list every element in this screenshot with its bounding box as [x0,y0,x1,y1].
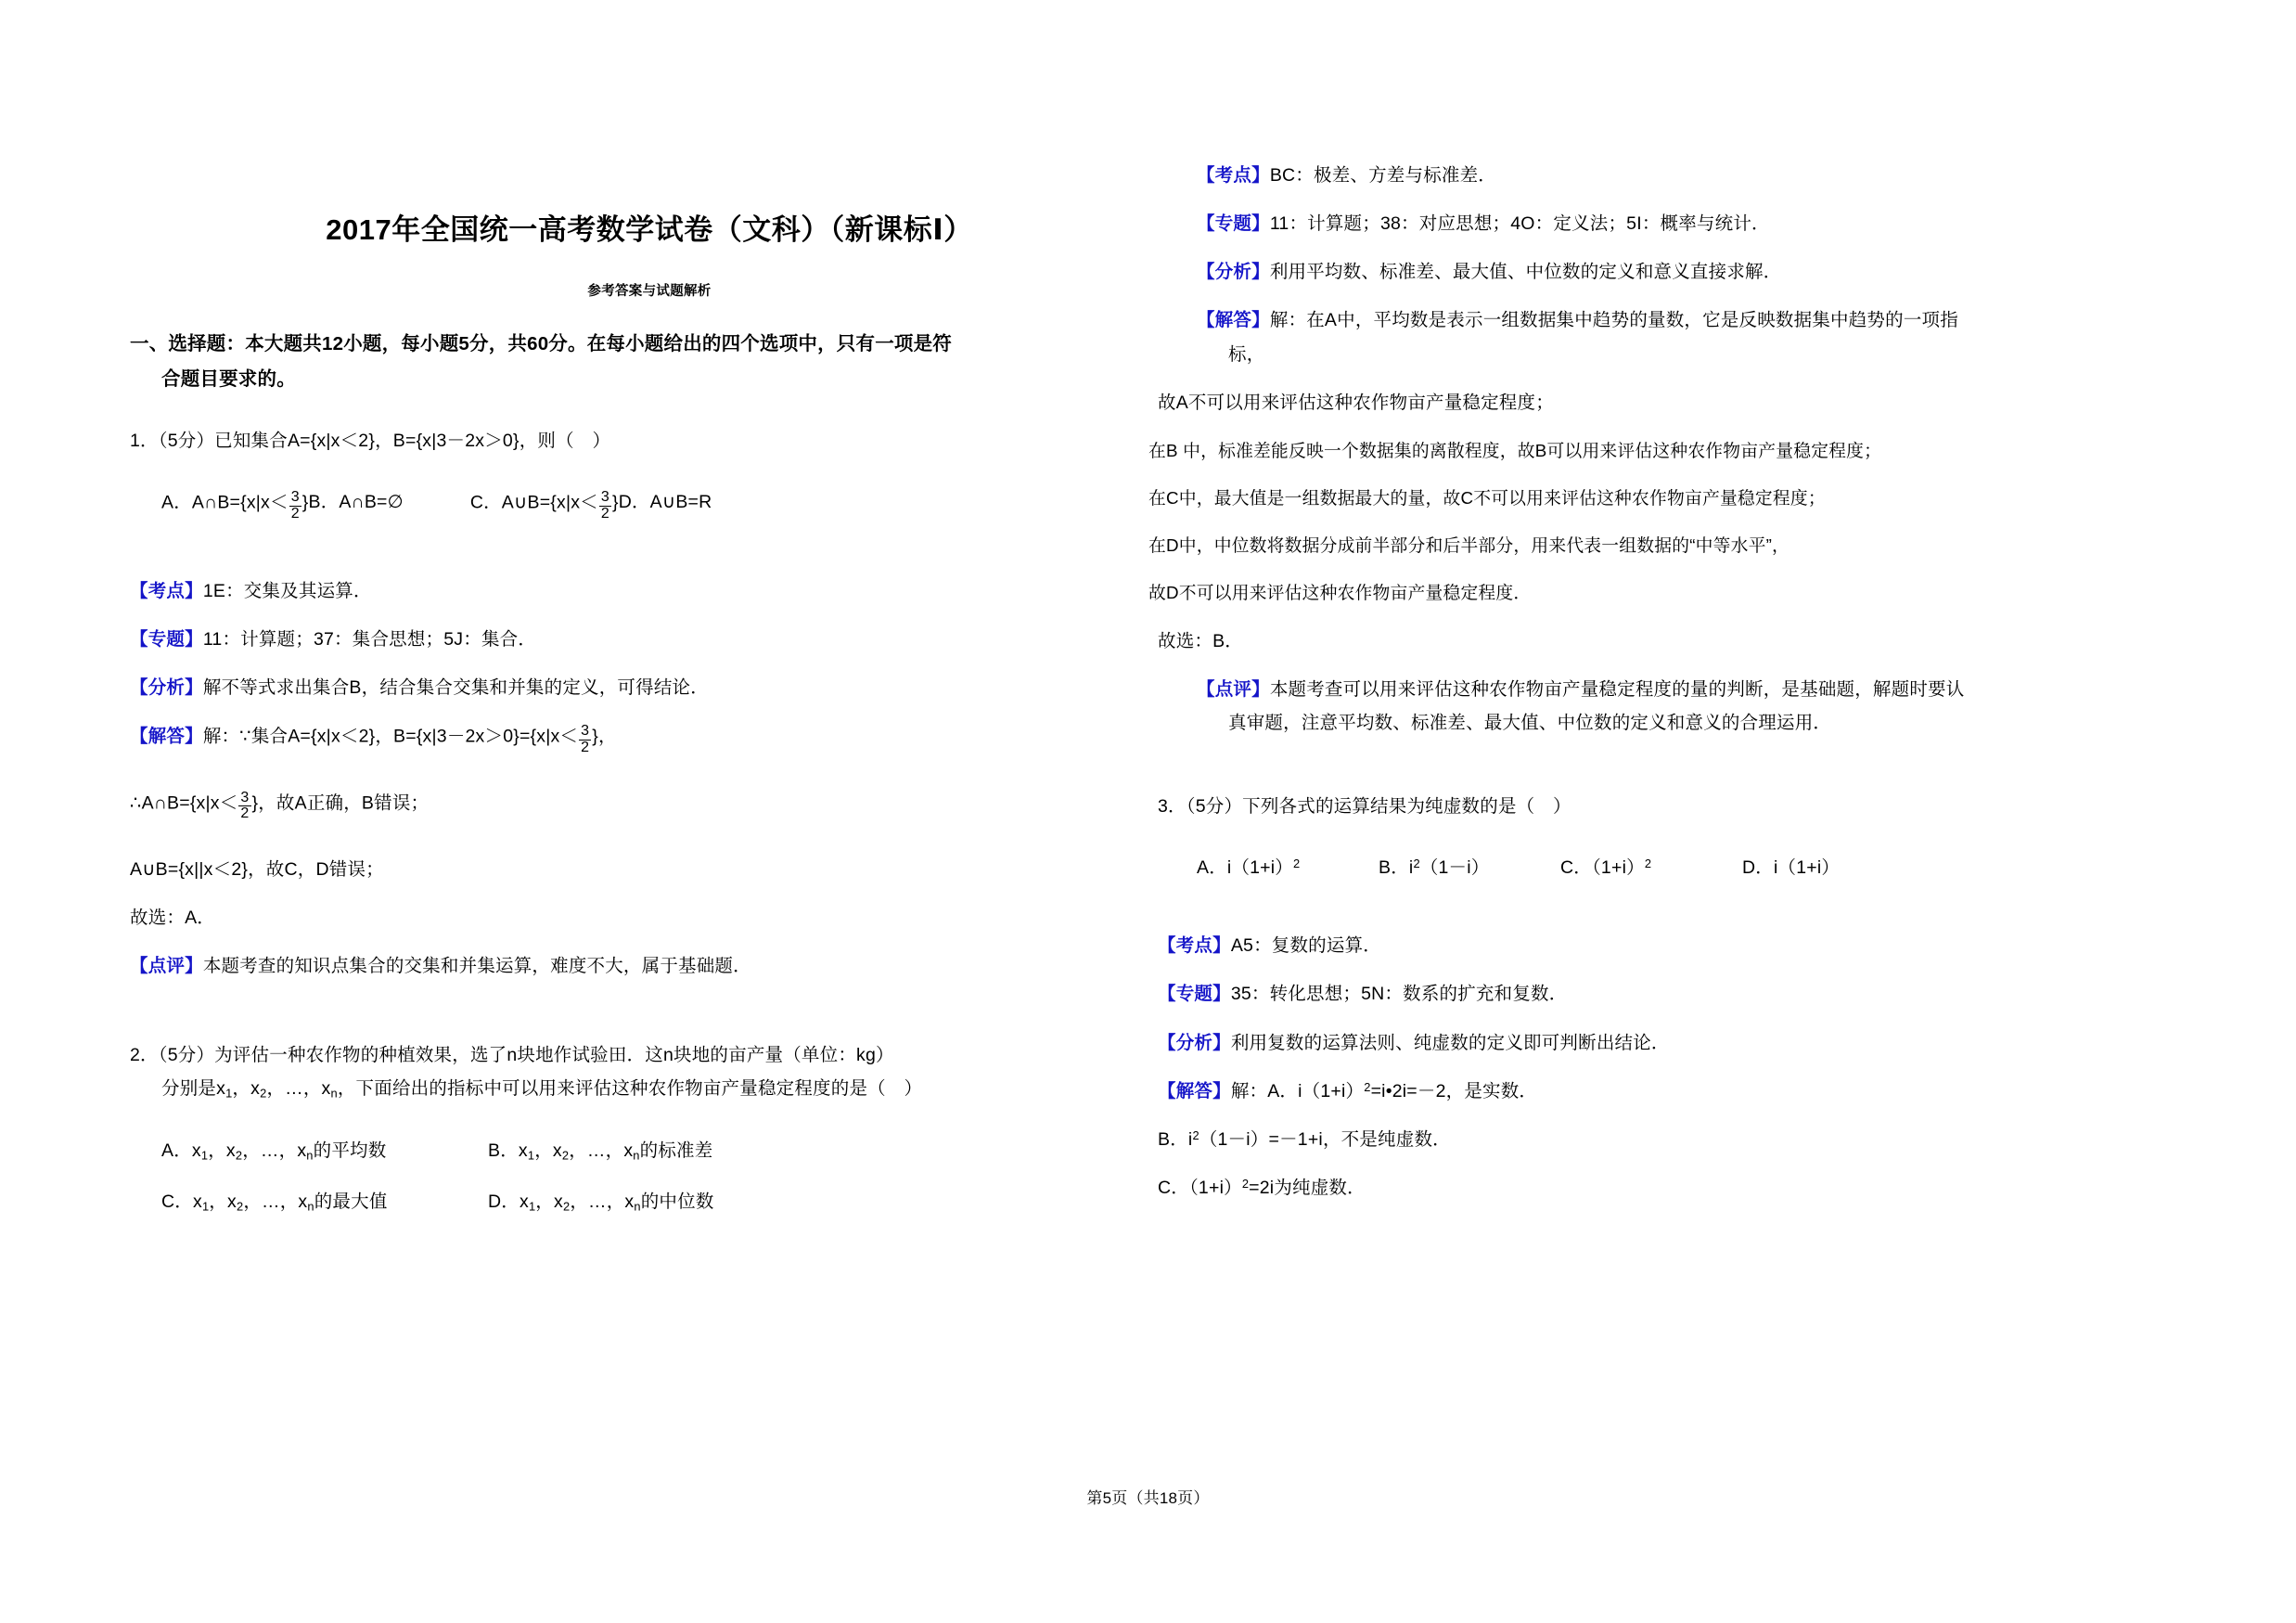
page-subtitle: 参考答案与试题解析 [587,284,712,300]
question-3-kaodian [1158,934,2277,958]
question-1-step-1: ∴A∩B={x|x＜ $\frac{3}{2}$ }，故A正确，B错误； [130,789,430,822]
kaodian-label: 【考点】 [130,580,203,601]
question-2-option-c: C．$x_1$，$x_2$，…，$x_n$的最大值 [161,1191,388,1214]
dianping-label: 【点评】 [1197,678,1270,700]
question-2-stem-line-2: 分别是$x_1$，$x_2$，…，$x_n$，下面给出的指标中可以用来评估这种农作物亩产量稳定程度的是（ ） [161,1078,923,1101]
fenxi-label: 【分析】 [1197,262,1270,283]
question-1-answer: 故选：A． [130,907,216,928]
question-2-fenxi [1197,260,2277,284]
question-3-option-c: C．$(1+i)^2$ [1560,857,1652,879]
kaodian-text: 1E：交集及其运算． [202,580,372,601]
fenxi-label: 【分析】 [130,677,203,699]
question-3-jieda: 【解答】解：A．$i(1+i)^2=i•2i=-2$，是实数． [1158,1079,1538,1101]
question-1-jieda: 【解答】解：∵集合A={x|x＜2}，B={x|3－2x＞0}={x|x＜ $\frac{3}{2}$ }， [130,723,617,755]
fenxi-text: 利用平均数、标准差、最大值、中位数的定义和意义直接求解． [1269,262,1782,283]
question-2-step-3: 在C中，最大值是一组数据最大的量，故C不可以用来评估这种农作物亩产量稳定程度； [1148,487,1826,508]
question-2-answer: 故选：B． [1158,630,1244,651]
jieda-label: 【解答】 [130,726,203,747]
question-3-fenxi [1158,1031,2277,1055]
fenxi-text: 解不等式求出集合B，结合集合交集和并集的定义，可得结论． [202,677,709,699]
question-1-option-a: A．A∩B={x|x＜ $\frac{3}{2}$ } [161,489,309,522]
zhuanti-label: 【专题】 [1197,213,1270,235]
question-1-option-c: C．A∪B={x|x＜ $\frac{3}{2}$ } [469,489,619,522]
fraction-three-halves: $\frac{3}{2}$ [290,489,300,522]
question-3-zhuanti [1158,982,2277,1006]
jieda-label: 【解答】 [1197,310,1270,331]
question-1-fenxi [130,676,1169,700]
jieda-label: 【解答】 [1158,1080,1231,1101]
dianping-text: 本题考查可以用来评估这种农作物亩产量稳定程度的量的判断，是基础题，解题时要认 [1269,678,1965,700]
dianping-text: 本题考查的知识点集合的交集和并集运算，难度不大，属于基础题． [202,955,751,976]
question-2-dianping-line-1 [1197,677,2277,702]
kaodian-label: 【考点】 [1158,935,1231,957]
question-1-dianping [130,954,1169,978]
spacer [130,300,1169,331]
question-2-kaodian [1197,163,2277,187]
question-2-options-row-2 [130,1190,1169,1215]
spacer [1197,0,2277,163]
question-2-option-d: D．$x_1$，$x_2$，…，$x_n$的中位数 [488,1191,714,1214]
question-3-options [1197,856,2277,880]
section-heading-line-2: 合题目要求的。 [161,367,296,390]
zhuanti-text: 11：计算题；38：对应思想；4O：定义法；5I：概率与统计． [1269,213,1770,235]
question-2-option-b: B．$x_1$，$x_2$，…，$x_n$的标准差 [488,1140,713,1163]
section-heading-line-1: 一、选择题：本大题共12小题，每小题5分，共60分。在每小题给出的四个选项中，只有一项是符 [130,333,953,355]
jieda-text: 解：在A中，平均数是表示一组数据集中趋势的量数，它是反映数据集中趋势的一项指 [1269,310,1958,331]
fenxi-text: 利用复数的运算法则、纯虚数的定义即可判断出结论． [1230,1032,1670,1053]
question-1-zhuanti [130,627,1169,651]
question-3-step-b: B．$i^2(1-i)=-1+i$，不是纯虚数． [1158,1127,1451,1151]
question-1-step-2: A∪B={x||x＜2}，故C，D错误； [130,858,384,880]
page-footer: 第5页（共18页） [1086,1489,1210,1507]
zhuanti-text: 11：计算题；37：集合思想；5J：集合． [202,629,537,650]
dianping-label: 【点评】 [130,955,203,976]
kaodian-label: 【考点】 [1197,165,1270,186]
question-1-kaodian [130,579,1169,603]
zhuanti-label: 【专题】 [1158,984,1231,1005]
kaodian-text: BC：极差、方差与标准差． [1269,165,1497,186]
question-1-options [130,490,1169,522]
question-3-step-c: C．$(1+i)^2=2i$为纯虚数． [1158,1177,1366,1199]
jieda-text: 解：A．i（1+i） [1230,1080,1365,1101]
question-2-step-1: 故A不可以用来评估这种农作物亩产量稳定程度； [1158,392,1554,413]
fenxi-label: 【分析】 [1158,1032,1231,1053]
question-2-option-a: A．$x_1$，$x_2$，…，$x_n$的平均数 [161,1140,387,1163]
right-column [1148,0,2277,1225]
question-2-jieda-line-1 [1197,308,2277,332]
question-1-stem: 1．（5分）已知集合A={x|x＜2}，B={x|3－2x＞0}，则（ ） [130,431,611,452]
question-2-jieda-line-2: 标， [1228,343,1265,365]
question-1-option-b: B．A∩B=∅ [308,492,404,513]
page-title: 2017年全国统一高考数学试卷（文科）（新课标Ⅰ） [326,213,973,246]
zhuanti-label: 【专题】 [130,629,203,650]
question-2-step-5: 故D不可以用来评估这种农作物亩产量稳定程度． [1148,583,1532,603]
question-2-options-row-1 [130,1139,1169,1164]
question-2-step-2: 在B 中，标准差能反映一个数据集的离散程度，故B可以用来评估这种农作物亩产量稳定程度； [1148,440,1882,460]
question-2-stem-line-1: 2．（5分）为评估一种农作物的种植效果，选了n块地作试验田．这n块地的亩产量（单位：kg） [130,1044,894,1065]
fraction-three-halves: $\frac{3}{2}$ [600,489,609,522]
question-3-option-d: D．i（1+i） [1742,857,1841,878]
question-1-option-d: D．A∪B=R [618,492,712,513]
fraction-three-halves: $\frac{3}{2}$ [581,723,590,755]
kaodian-text: A5：复数的运算． [1230,935,1381,957]
question-2-dianping-line-2: 真审题，注意平均数、标准差、最大值、中位数的定义和意义的合理运用． [1228,712,1832,733]
zhuanti-text: 35：转化思想；5N：数系的扩充和复数． [1230,984,1568,1005]
left-column [130,0,1169,1215]
question-3-option-a: A．$i(1+i)^2$ [1197,857,1301,879]
question-3-option-b: B．$i^2(1-i)$ [1379,857,1490,879]
fraction-three-halves: $\frac{3}{2}$ [240,789,250,822]
question-3-stem: 3．（5分）下列各式的运算结果为纯虚数的是（ ） [1158,795,1571,817]
question-2-zhuanti [1197,212,2277,236]
jieda-text: 解：∵集合A={x|x＜2}，B={x|3－2x＞0}={x|x＜ [202,726,579,747]
question-2-step-4: 在D中，中位数将数据分成前半部分和后半部分，用来代表一组数据的“中等水平”， [1148,535,1790,556]
